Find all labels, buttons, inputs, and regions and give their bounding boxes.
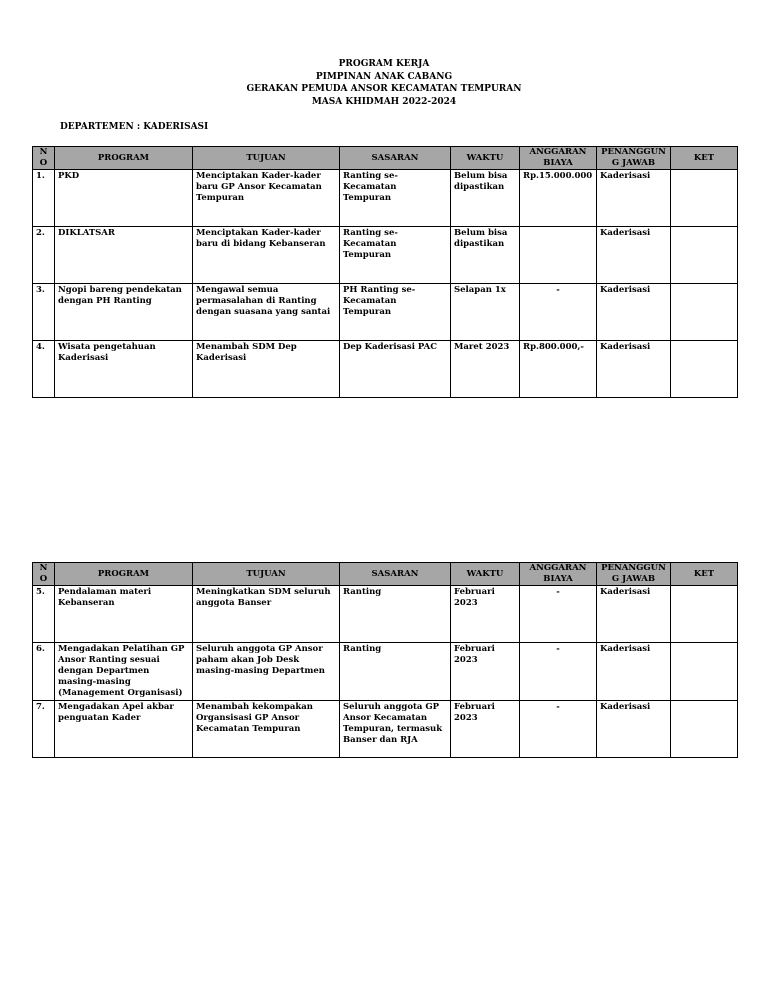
col-header-ket: KET [671,147,738,170]
col-header-tujuan: TUJUAN [193,563,340,586]
cell-penanggung: Kaderisasi [597,284,671,341]
cell-sasaran: Ranting se-Kecamatan Tempuran [340,170,451,227]
cell-tujuan: Menambah kekompakan Organsisasi GP Ansor Kecamatan Tempuran [193,701,340,758]
cell-waktu: Februari 2023 [451,586,520,643]
col-header-no: N O [33,563,55,586]
header-line-2: PIMPINAN ANAK CABANG [315,71,453,82]
col-header-penanggung: PENANGGUNG JAWAB [597,563,671,586]
cell-no: 5. [33,586,55,643]
cell-ket [671,643,738,701]
table-row [33,701,738,758]
cell-penanggung: Kaderisasi [597,170,671,227]
cell-no: 3. [33,284,55,341]
cell-no: 7. [33,701,55,758]
cell-penanggung: Kaderisasi [597,701,671,758]
program-table-1 [32,146,738,398]
cell-program: DIKLATSAR [55,227,193,284]
cell-no: 4. [33,341,55,398]
cell-tujuan: Menciptakan Kader-kader baru di bidang Kebanseran [193,227,340,284]
table-row [33,586,738,643]
col-header-tujuan: TUJUAN [193,147,340,170]
cell-waktu: Februari 2023 [451,701,520,758]
col-header-sasaran: SASARAN [340,563,451,586]
department-label: DEPARTEMEN : KADERISASI [60,122,209,132]
cell-program: Wisata pengetahuan Kaderisasi [55,341,193,398]
cell-ket [671,284,738,341]
cell-sasaran: Ranting se-Kecamatan Tempuran [340,227,451,284]
cell-program: Mengadakan Apel akbar penguatan Kader [55,701,193,758]
col-header-program: PROGRAM [55,147,193,170]
cell-waktu: Belum bisa dipastikan [451,170,520,227]
cell-tujuan: Meningkatkan SDM seluruh anggota Banser [193,586,340,643]
cell-program: PKD [55,170,193,227]
col-header-ket: KET [671,563,738,586]
col-header-no: N O [33,147,55,170]
table-row [33,341,738,398]
cell-waktu: Februari 2023 [451,643,520,701]
cell-sasaran: PH Ranting se-Kecamatan Tempuran [340,284,451,341]
cell-tujuan: Menambah SDM Dep Kaderisasi [193,341,340,398]
cell-anggaran [520,227,597,284]
cell-anggaran: Rp.800.000,- [520,341,597,398]
col-header-anggaran: ANGGARAN BIAYA [520,147,597,170]
col-header-sasaran: SASARAN [340,147,451,170]
cell-tujuan: Mengawal semua permasalahan di Ranting dengan suasana yang santai [193,284,340,341]
cell-penanggung: Kaderisasi [597,586,671,643]
cell-penanggung: Kaderisasi [597,643,671,701]
cell-waktu: Selapan 1x [451,284,520,341]
col-header-waktu: WAKTU [451,563,520,586]
col-header-program: PROGRAM [55,563,193,586]
table-row [33,227,738,284]
table-header-row [33,563,738,586]
program-table-2 [32,562,738,758]
cell-ket [671,227,738,284]
cell-ket [671,701,738,758]
cell-sasaran: Dep Kaderisasi PAC [340,341,451,398]
table-row [33,170,738,227]
cell-penanggung: Kaderisasi [597,341,671,398]
cell-program: Mengadakan Pelatihan GP Ansor Ranting sesuai dengan Departmen masing-masing (Management Organisasi) [55,643,193,701]
header-line-4: MASA KHIDMAH 2022-2024 [311,96,457,107]
cell-waktu: Belum bisa dipastikan [451,227,520,284]
cell-anggaran: - [520,284,597,341]
cell-ket [671,170,738,227]
cell-waktu: Maret 2023 [451,341,520,398]
document-header [0,58,768,108]
cell-sasaran: Ranting [340,586,451,643]
col-header-anggaran: ANGGARAN BIAYA [520,563,597,586]
cell-anggaran: Rp.15.000.000 [520,170,597,227]
cell-sasaran: Ranting [340,643,451,701]
cell-anggaran: - [520,701,597,758]
cell-anggaran: - [520,586,597,643]
cell-anggaran: - [520,643,597,701]
table-header-row [33,147,738,170]
cell-ket [671,341,738,398]
cell-tujuan: Menciptakan Kader-kader baru GP Ansor Kecamatan Tempuran [193,170,340,227]
table-row [33,643,738,701]
cell-sasaran: Seluruh anggota GP Ansor Kecamatan Tempuran, termasuk Banser dan RJA [340,701,451,758]
header-line-1: PROGRAM KERJA [338,59,430,69]
cell-no: 1. [33,170,55,227]
col-header-penanggung: PENANGGUNG JAWAB [597,147,671,170]
cell-program: Pendalaman materi Kebanseran [55,586,193,643]
cell-program: Ngopi bareng pendekatan dengan PH Ranting [55,284,193,341]
table-row [33,284,738,341]
cell-tujuan: Seluruh anggota GP Ansor paham akan Job Desk masing-masing Departmen [193,643,340,701]
col-header-waktu: WAKTU [451,147,520,170]
cell-no: 6. [33,643,55,701]
cell-ket [671,586,738,643]
cell-penanggung: Kaderisasi [597,227,671,284]
header-line-3: GERAKAN PEMUDA ANSOR KECAMATAN TEMPURAN [246,84,522,94]
cell-no: 2. [33,227,55,284]
